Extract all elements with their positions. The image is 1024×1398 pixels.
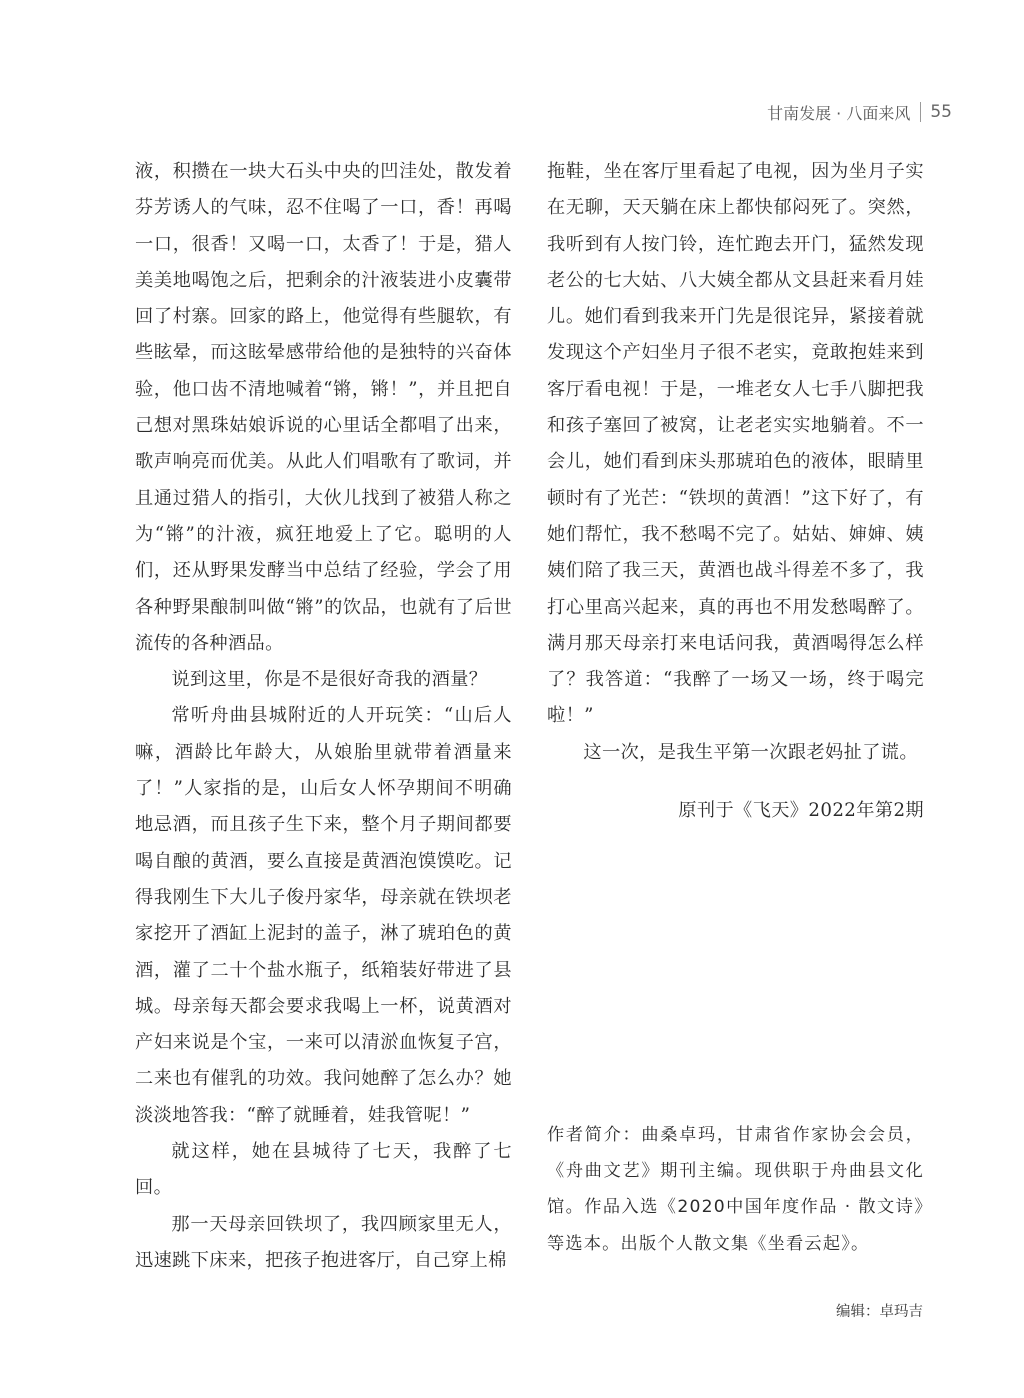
page-number: 55: [930, 102, 952, 122]
author-bio: [547, 1117, 924, 1262]
paragraph: 那一天母亲回铁坝了，我四顾家里无人，迅速跳下床来，把孩子抱进客厅，自己穿上棉: [135, 1213, 512, 1271]
paragraph: 说到这里，你是不是很好奇我的酒量？: [171, 669, 488, 691]
paragraph: 液，积攒在一块大石头中央的凹洼处，散发着芬芳诱人的气味，忍不住喝了一口，香！再喝一口，很香！又喝一口，太香了！于是，猎人美美地喝饱之后，把剩余的汁液装进小皮囊带回了村寨。回家的路上，他觉得有些腿软，有些眩晕，而这眩晕感带给他的是独特的兴奋体验，他口齿不清地喊着“锵，锵！”，并且把自己想对黑珠姑娘诉说的心里话全都唱了出来，歌声响亮而优美。从此人们唱歌有了歌词，并且通过猎人的指引，大伙儿找到了被猎人称之为“锵”的汁液，疯狂地爱上了它。聪明的人们，还从野果发酵当中总结了经验，学会了用各种野果酿制叫做“锵”的饮品，也就有了后世流传的各种酒品。: [135, 161, 512, 654]
paragraph: 就这样，她在县城待了七天，我醉了七回。: [135, 1141, 512, 1199]
paragraph: 常听舟曲县城附近的人开玩笑：“山后人嘛，酒龄比年龄大，从娘胎里就带着酒量来了！”人家指的是，山后女人怀孕期间不明确地忌酒，而且孩子生下来，整个月子期间都要喝自酿的黄酒，要么直接是黄酒泡馍馍吃。记得我刚生下大儿子俊丹家华，母亲就在铁坝老家挖开了酒缸上泥封的盖子，淋了琥珀色的黄酒，灌了二十个盐水瓶子，纸箱装好带进了县城。母亲每天都会要求我喝上一杯，说黄酒对产妇来说是个宝，一来可以清淤血恢复子宫，二来也有催乳的功效。我问她醉了怎么办？她淡淡地答我：“醉了就睡着，娃我管呢！”: [135, 705, 512, 1126]
right-text-column: [547, 154, 924, 829]
paragraph: 这一次，是我生平第一次跟老妈扯了谎。: [583, 741, 918, 763]
paragraph: 拖鞋，坐在客厅里看起了电视，因为坐月子实在无聊，天天躺在床上都快郁闷死了。突然，我听到有人按门铃，连忙跑去开门，猛然发现老公的七大姑、八大姨全都从文县赶来看月娃儿。她们看到我来开门先是很诧异，紧接着就发现这个产妇坐月子很不老实，竟敢抱娃来到客厅看电视！于是，一堆老女人七手八脚把我和孩子塞回了被窝，让老老实实地躺着。不一会儿，她们看到床头那琥珀色的液体，眼睛里顿时有了光芒：“铁坝的黄酒！”这下好了，有她们帮忙，我不愁喝不完了。姑姑、婶婶、姨姨们陪了我三天，黄酒也战斗得差不多了，我打心里高兴起来，真的再也不用发愁喝醉了。满月那天母亲打来电话问我，黄酒喝得怎么样了？我答道：“我醉了一场又一场，终于喝完啦！”: [547, 161, 924, 727]
left-text-column: [135, 154, 512, 1279]
author-bio-text: 作者简介：曲桑卓玛，甘肃省作家协会会员，《舟曲文艺》期刊主编。现供职于舟曲县文化馆。作品入选《2020中国年度作品 · 散文诗》等选本。出版个人散文集《坐看云起》。: [547, 1125, 924, 1254]
editor-credit: 编辑：卓玛吉: [836, 1304, 923, 1320]
source-note: 原刊于《飞天》2022年第2期: [678, 800, 924, 822]
header-divider: [920, 102, 921, 122]
running-header: [767, 99, 952, 125]
section-title: 甘南发展 · 八面来风: [767, 103, 911, 123]
